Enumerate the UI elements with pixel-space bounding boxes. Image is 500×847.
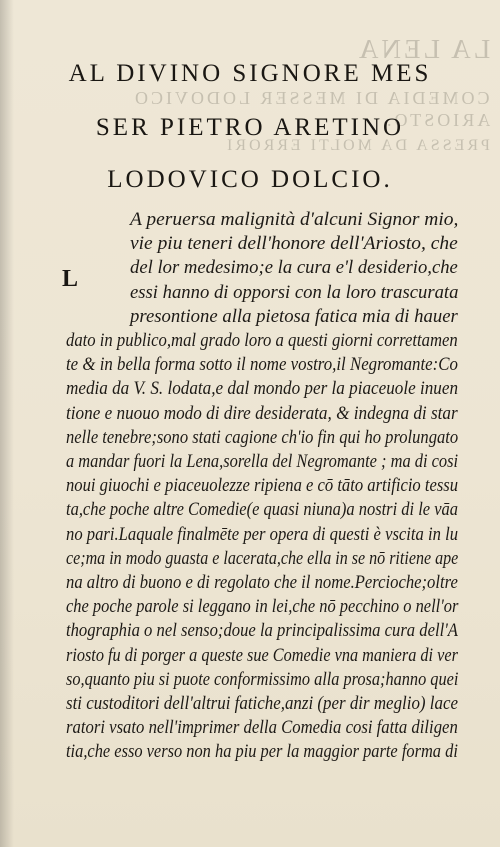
body-line: no pari.Laquale finalmēte per opera di questi è vscita in lu [66,523,459,545]
body-line: che poche parole si leggano in lei,che nō pecchino o nell'or [66,596,459,618]
bleed-through-line-4: PRESSA DA MOLTI ERRORI [224,137,490,154]
dedication-heading-line-2: SER PIETRO ARETINO [95,114,405,141]
dedication-heading-line-3: LODOVICO DOLCIO. [107,166,393,193]
body-line: tia,che esso verso non ha piu per la maggior parte forma di [66,741,458,763]
bleed-through-line-3: ARIOSTO. [383,110,490,130]
body-line: ce;ma in modo guasta e lacerata,che ella in se nō ritiene ape [66,547,459,569]
body-line: essi hanno di opporsi con la loro trascurata [130,281,459,303]
body-line: sti custoditori dell'altrui fatiche,anzi (per dir meglio) lace [66,693,458,714]
body-line: del lor medesimo;e la cura e'l desiderio,che [130,257,458,279]
body-line: tione e nuouo modo di dire desiderata, & indegna di star [66,402,458,424]
body-line: A peruersa malignità d'alcuni Signor mio, [130,209,459,230]
body-line: ta,che poche altre Comedie(e quasi niuna)a nostri di le vāa [66,499,459,521]
body-line: nelle tenebre;sono stati cagione ch'io fin qui ho prolungato [66,426,459,448]
body-line: na altro di buono e di regolato che il nome.Percioche;oltre [66,572,458,593]
drop-cap: L [62,266,79,292]
body-line: noui giuochi e piaceuolezze ripiena e cō tāto artificio tessu [66,475,459,497]
body-line: media da V. S. lodata,e dal mondo per la piaceuole inuen [66,378,459,400]
body-line: a mandar fuori la Lena,sorella del Negromante ; ma di cosi [66,451,459,472]
body-line: thographia o nel senso;doue la principalissima cura dell'A [66,620,458,642]
body-line: te & in bella forma sotto il nome vostro,il Negromante:Co [66,354,458,376]
dedication-heading-line-1: AL DIVINO SIGNORE MES [68,60,432,87]
bleed-through-line-2: COMEDIA DI MESSER LODOVICO [132,88,490,108]
bleed-through-line-1: LA LENA [355,34,490,64]
body-line: presontione alla pietosa fatica mia di hauer [130,305,458,327]
body-line: so,quanto piu si puote conformissimo alla prosa;hanno quei [66,668,459,690]
body-line: vie piu teneri dell'honore dell'Ariosto, che [130,233,458,255]
body-line: ratori vsato nell'imprimer della Comedia cosi fatta diligen [66,717,458,739]
body-line: dato in publico,mal grado loro a questi giorni correttamen [66,330,458,351]
body-line: riosto fu di porger a queste sue Comedie vna maniera di ver [66,644,458,666]
